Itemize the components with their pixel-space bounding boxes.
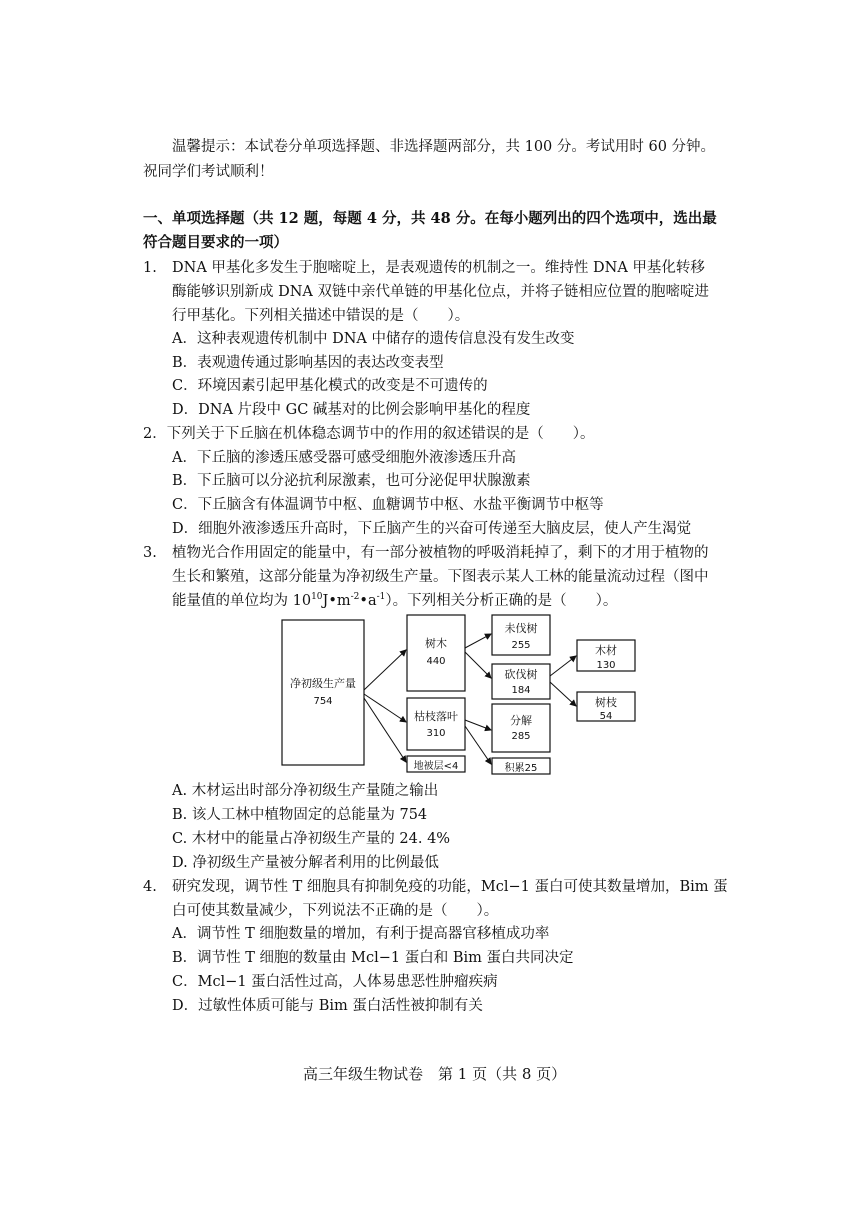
box-litter xyxy=(407,698,465,750)
accum-label: 积累25 xyxy=(504,763,538,774)
trees-value: 440 xyxy=(426,656,446,667)
section-heading-line-2: 符合题目要求的一项） xyxy=(143,234,288,251)
notice-line-2: 祝同学们考试顺利！ xyxy=(143,164,274,180)
arrow-cut-timber xyxy=(550,656,576,676)
branches-value: 54 xyxy=(599,711,613,722)
decomp-label: 分解 xyxy=(510,714,532,727)
q2-stem: 2．下列关于下丘脑在机体稳态调节中的作用的叙述错误的是（ ）。 xyxy=(143,426,595,442)
q3-stem-line-2: 生长和繁殖，这部分能量为净初级生产量。下图表示某人工林的能量流动过程（图中 xyxy=(172,569,709,585)
q1-number: 1. xyxy=(143,260,157,276)
q3-option-b: B. 该人工林中植物固定的总能量为 754 xyxy=(172,807,428,823)
box-decomp xyxy=(492,704,550,752)
q1-stem-line-3: 行甲基化。下列相关描述中错误的是（ ）。 xyxy=(172,308,470,324)
uncut-value: 255 xyxy=(511,640,531,651)
q3-option-c: C. 木材中的能量占净初级生产量的 24. 4% xyxy=(172,831,451,847)
q1-option-a: A．这种表观遗传机制中 DNA 中储存的遗传信息没有发生改变 xyxy=(172,331,575,347)
q4-option-d: D．过敏性体质可能与 Bim 蛋白活性被抑制有关 xyxy=(172,998,483,1014)
box-trees xyxy=(407,615,465,691)
page-footer: 高三年级生物试卷 第 1 页（共 8 页） xyxy=(303,1065,567,1083)
ground-label: 地被层<4 xyxy=(413,761,459,772)
branches-label: 树枝 xyxy=(595,696,617,709)
litter-label: 枯枝落叶 xyxy=(414,710,458,723)
energy-flow-diagram xyxy=(280,612,640,780)
arrow-trees-cut xyxy=(465,652,491,678)
q3-option-d: D. 净初级生产量被分解者利用的比例最低 xyxy=(172,855,439,871)
arrow-litter-accum xyxy=(465,726,491,764)
q4-option-c: C．Mcl−1 蛋白活性过高，人体易患恶性肿瘤疾病 xyxy=(172,974,498,990)
npp-label: 净初级生产量 xyxy=(290,677,356,690)
litter-value: 310 xyxy=(426,728,446,739)
q3-stem-line-3: 能量值的单位均为 $10^{10}J•m^{-2}•a^{-1}$）。下列相关分析正确的是（ ）。 xyxy=(172,592,618,609)
timber-label: 木材 xyxy=(595,644,617,657)
box-npp xyxy=(282,620,364,765)
npp-value: 754 xyxy=(313,696,333,707)
q1-stem-line-2: 酶能够识别新成 DNA 双链中亲代单链的甲基化位点，并将子链相应位置的胞嘧啶进 xyxy=(172,284,709,300)
cut-value: 184 xyxy=(511,685,531,696)
q3-stem-line-1: 植物光合作用固定的能量中，有一部分被植物的呼吸消耗掉了，剩下的才用于植物的 xyxy=(172,545,709,561)
uncut-label: 未伐树 xyxy=(504,622,538,635)
q1-option-c: C．环境因素引起甲基化模式的改变是不可遗传的 xyxy=(172,378,488,394)
arrow-trees-uncut xyxy=(465,634,491,648)
q4-option-a: A．调节性 T 细胞数量的增加，有利于提高器官移植成功率 xyxy=(172,926,550,942)
q2-option-c: C．下丘脑含有体温调节中枢、血糖调节中枢、水盐平衡调节中枢等 xyxy=(172,497,604,513)
arrow-litter-decomp xyxy=(465,720,491,730)
q2-option-a: A．下丘脑的渗透压感受器可感受细胞外液渗透压升高 xyxy=(172,450,516,466)
q4-option-b: B．调节性 T 细胞的数量由 Mcl−1 蛋白和 Bim 蛋白共同决定 xyxy=(172,950,574,966)
q4-stem-line-2: 白可使其数量减少，下列说法不正确的是（ ）。 xyxy=(172,903,499,919)
arrow-npp-trees xyxy=(364,650,406,690)
q2-option-b: B．下丘脑可以分泌抗利尿激素，也可分泌促甲状腺激素 xyxy=(172,473,531,489)
timber-value: 130 xyxy=(596,660,616,671)
trees-label: 树木 xyxy=(425,637,447,650)
cut-label: 砍伐树 xyxy=(504,668,538,681)
section-heading-line-1: 一、单项选择题（共 12 题，每题 4 分，共 48 分。在每小题列出的四个选项中，选出最 xyxy=(143,210,717,227)
q1-option-d: D．DNA 片段中 GC 碱基对的比例会影响甲基化的程度 xyxy=(172,402,531,418)
q3-number: 3. xyxy=(143,545,157,561)
notice-line-1: 温馨提示：本试卷分单项选择题、非选择题两部分，共 100 分。考试用时 60 分钟。 xyxy=(172,139,716,155)
q1-option-b: B．表观遗传通过影响基因的表达改变表型 xyxy=(172,355,444,371)
q4-stem-line-1: 研究发现，调节性 T 细胞具有抑制免疫的功能，Mcl−1 蛋白可使其数量增加，Bim 蛋 xyxy=(172,879,728,895)
decomp-value: 285 xyxy=(511,731,531,742)
q2-option-d: D．细胞外液渗透压升高时，下丘脑产生的兴奋可传递至大脑皮层，使人产生渴觉 xyxy=(172,521,692,537)
arrow-cut-branches xyxy=(550,682,576,706)
q3-option-a: A. 木材运出时部分净初级生产量随之输出 xyxy=(172,783,439,799)
q1-stem-line-1: DNA 甲基化多发生于胞嘧啶上，是表观遗传的机制之一。维持性 DNA 甲基化转移 xyxy=(172,260,705,276)
q4-number: 4. xyxy=(143,879,157,895)
